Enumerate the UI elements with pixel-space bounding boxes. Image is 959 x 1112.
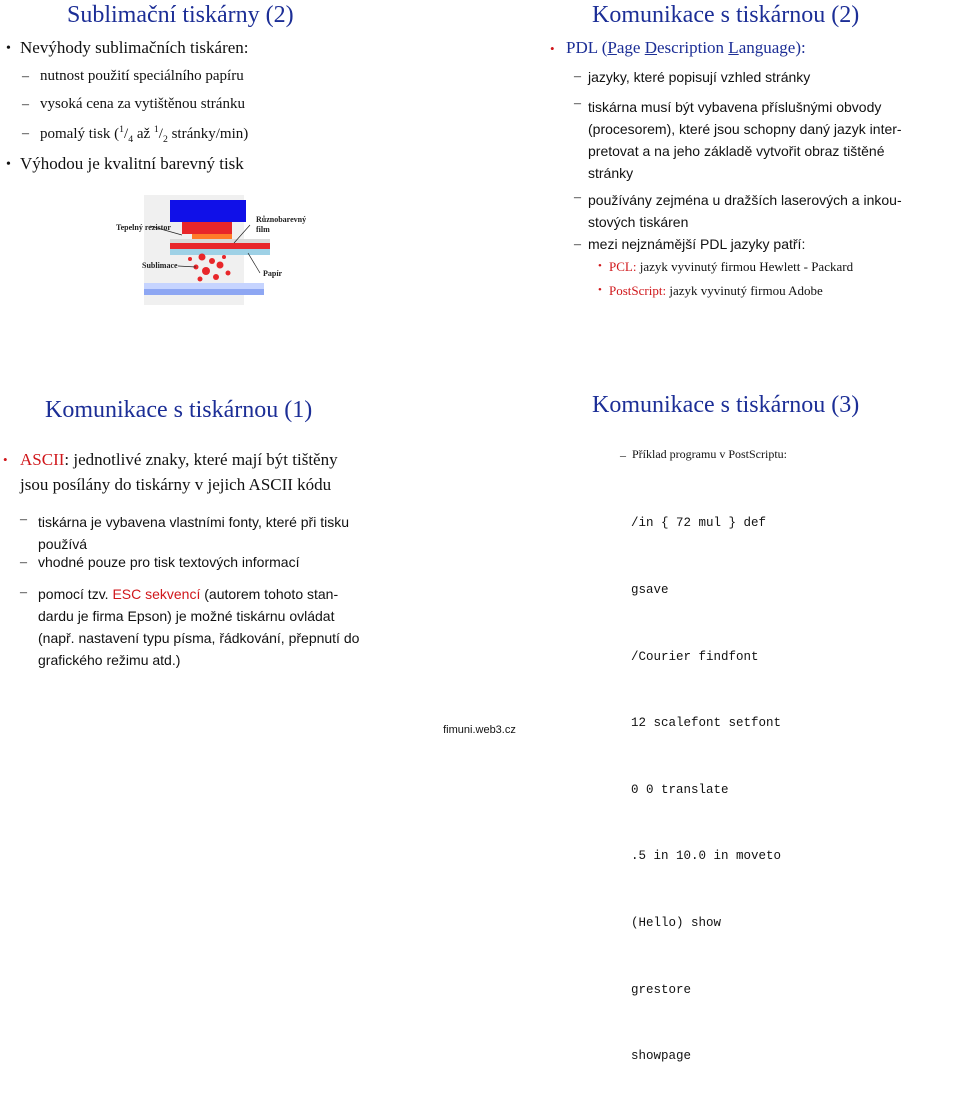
dash-marker: – bbox=[574, 190, 581, 205]
slide-title: Komunikace s tiskárnou (3) bbox=[592, 392, 860, 418]
bullet-pdl bbox=[566, 38, 806, 58]
dash-marker: – bbox=[574, 96, 581, 111]
code-block bbox=[631, 468, 781, 1112]
text-underlined: L bbox=[728, 38, 739, 57]
bullet-vyhoda: Výhodou je kvalitní barevný tisk bbox=[20, 154, 244, 173]
bullet-dot: • bbox=[598, 260, 602, 272]
sub-item-used-in bbox=[588, 189, 902, 233]
code-line: (Hello) show bbox=[631, 916, 722, 931]
dash-marker: – bbox=[574, 237, 581, 252]
code-line: showpage bbox=[631, 1049, 692, 1064]
text-fragment: pomalý tisk ( bbox=[40, 126, 120, 142]
dash-marker: – bbox=[20, 555, 27, 570]
dash-marker: – bbox=[574, 69, 581, 84]
diagram-label-resistor: Tepelný rezistor bbox=[116, 223, 171, 232]
dash-marker: – bbox=[620, 448, 626, 462]
sublimation-diagram bbox=[110, 195, 310, 305]
text-fragment: escription bbox=[657, 38, 729, 57]
text-line: tiskárna je vybavena vlastními fonty, které při tisku bbox=[38, 514, 349, 530]
bullet-nevyhody: Nevýhody sublimačních tiskáren: bbox=[20, 38, 249, 57]
text-fragment: pomocí tzv. bbox=[38, 586, 113, 602]
text-underlined: D bbox=[644, 38, 657, 57]
code-line: /Courier findfont bbox=[631, 649, 759, 664]
sub-item-fonts bbox=[38, 511, 349, 555]
dash-marker: – bbox=[22, 69, 29, 84]
text-fragment: (autorem tohoto stan- bbox=[200, 586, 339, 602]
list-item-postscript bbox=[609, 283, 823, 299]
text-line: (procesorem), které jsou schopny daný jazyk inter- bbox=[588, 121, 902, 137]
footer-source: fimuni.web3.cz bbox=[443, 724, 516, 736]
text-line: stových tiskáren bbox=[588, 214, 689, 230]
code-line: /in { 72 mul } def bbox=[631, 516, 767, 531]
text-line: jsou posílány do tiskárny v jejich ASCII kódu bbox=[20, 475, 332, 494]
fraction-numerator: 1 bbox=[119, 124, 125, 135]
text-underlined: P bbox=[607, 38, 617, 57]
text-fragment: stránky/min) bbox=[167, 126, 249, 142]
fraction-denominator: 2 bbox=[162, 134, 168, 145]
text-fragment: age bbox=[616, 38, 645, 57]
dash-marker: – bbox=[20, 512, 27, 527]
sub-item-esc-sequences bbox=[38, 583, 359, 671]
sublimation-diagram-graphic bbox=[110, 195, 310, 305]
sub-item-languages: jazyky, které popisují vzhled stránky bbox=[588, 69, 811, 85]
slide-sublimacni-tiskarny-2 bbox=[0, 0, 480, 370]
code-line: 12 scalefont setfont bbox=[631, 716, 782, 731]
term-ascii: ASCII bbox=[20, 450, 65, 469]
text-line: tiskárna musí být vybavena příslušnými obvody bbox=[588, 99, 882, 115]
text-fragment: : jednotlivé znaky, které mají být tištěny bbox=[64, 450, 338, 469]
text-line: používány zejména u dražších laserových a inkou- bbox=[588, 192, 902, 208]
fraction-denominator: 4 bbox=[128, 134, 134, 145]
bullet-dot: • bbox=[6, 157, 11, 172]
sub-item-known-pdl: mezi nejznámější PDL jazyky patří: bbox=[588, 236, 806, 252]
text-line: dardu je firma Epson) je možné tiskárnu ovládat bbox=[38, 608, 335, 624]
sub-item-example: Příklad programu v PostScriptu: bbox=[632, 447, 787, 461]
dash-marker: – bbox=[20, 585, 27, 600]
diagram-label-paper: Papír bbox=[263, 269, 283, 278]
text-fragment: anguage): bbox=[738, 38, 806, 57]
term-postscript: PostScript: bbox=[609, 283, 667, 298]
text-line bbox=[38, 583, 359, 605]
slide-title: Komunikace s tiskárnou (2) bbox=[592, 2, 860, 28]
bullet-dot: • bbox=[3, 452, 8, 467]
text-line: používá bbox=[38, 536, 88, 552]
sub-item-slow-print: pomalý tisk ($^1/_4$ až $^1/_2$ stránky/min) bbox=[40, 124, 249, 145]
code-line: grestore bbox=[631, 982, 692, 997]
sub-item-paper: nutnost použití speciálního papíru bbox=[40, 68, 244, 84]
slide-komunikace-2 bbox=[480, 0, 959, 370]
text-line: grafického režimu atd.) bbox=[38, 652, 181, 668]
sub-item-printer-circuits bbox=[588, 96, 902, 184]
code-line: 0 0 translate bbox=[631, 782, 729, 797]
bullet-dot: • bbox=[6, 41, 11, 56]
dash-marker: – bbox=[22, 97, 29, 112]
term-pcl: PCL: bbox=[609, 259, 637, 274]
text-line: stránky bbox=[588, 165, 634, 181]
text-line: pretovat a na jeho základě vytvořit obraz tištěné bbox=[588, 143, 885, 159]
list-item-pcl bbox=[609, 259, 853, 275]
text-line: (např. nastavení typu písma, řádkování, přepnutí do bbox=[38, 630, 360, 646]
text-fragment: jazyk vyvinutý firmou Adobe bbox=[666, 283, 823, 298]
diagram-label-film: Různobarevný film bbox=[256, 215, 307, 234]
text-line bbox=[20, 447, 338, 472]
slide-komunikace-3 bbox=[480, 370, 959, 1064]
bullet-dot: • bbox=[598, 284, 602, 296]
text-fragment: PDL ( bbox=[566, 38, 608, 57]
slide-komunikace-1 bbox=[0, 370, 480, 724]
diagram-label-sublimace: Sublimace bbox=[142, 261, 178, 270]
text-fragment: až bbox=[133, 126, 154, 142]
code-line: .5 in 10.0 in moveto bbox=[631, 849, 782, 864]
dash-marker: – bbox=[22, 126, 29, 141]
fraction-numerator: 1 bbox=[153, 124, 159, 135]
sub-item-text-only: vhodné pouze pro tisk textových informací bbox=[38, 554, 300, 570]
bullet-ascii bbox=[20, 447, 338, 497]
bullet-dot: • bbox=[550, 41, 555, 56]
term-esc: ESC sekvencí bbox=[112, 586, 201, 602]
slide-title: Sublimační tiskárny (2) bbox=[67, 2, 294, 28]
sub-item-cost: vysoká cena za vytištěnou stránku bbox=[40, 96, 245, 112]
text-fragment: jazyk vyvinutý firmou Hewlett - Packard bbox=[636, 259, 854, 274]
code-line: gsave bbox=[631, 583, 669, 598]
slide-title: Komunikace s tiskárnou (1) bbox=[45, 397, 313, 423]
